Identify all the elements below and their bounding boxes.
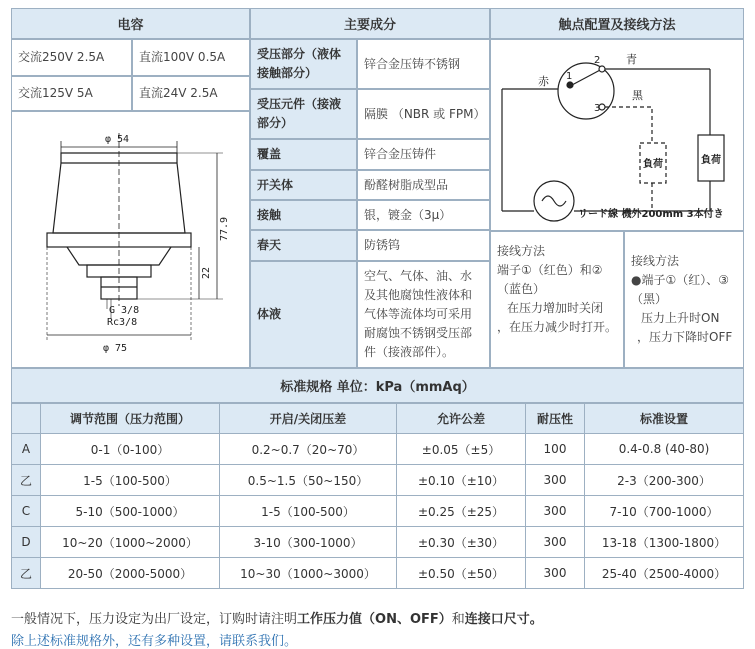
leadwire-label: リード線 機外200mm 3本付き [578,209,724,220]
footer-note-a: 一般情况下，压力设定为出厂设定，订购时请注明 [11,612,298,627]
wire-blue-label: 青 [626,53,637,66]
wire-black-label: 黑 [632,89,643,102]
wiring-method-nc [490,231,624,368]
cell-range: 1-5（100-500） [41,465,220,496]
component-value-spring: 防锈钨 [357,230,490,261]
dim-h779: 77.9 [219,216,230,241]
cell-withstand: 300 [526,527,585,558]
contact-1-label: 1 [566,71,573,82]
component-label-contact: 接触 [250,200,357,230]
footer-note-c: 和 [451,612,465,627]
cell-range: 10~20（1000~2000） [41,527,220,558]
contact-2-label: 2 [594,55,601,66]
component-value-pressure-part: 锌合金压铸不锈钢 [357,39,490,89]
footer-note [11,608,543,627]
cell-standard: 2-3（200-300） [585,465,744,496]
component-label-pressure-part: 受压部分（液体接触部分） [250,39,357,89]
wire-red-label: 赤 [538,75,549,88]
spec-corner [12,404,41,434]
header-wiring: 触点配置及接线方法 [490,8,744,39]
cell-range: 20-50（2000-5000） [41,558,220,589]
cell-tolerance: ±0.05（±5） [397,434,526,465]
cell-diff: 10~30（1000~3000） [220,558,397,589]
cell-diff: 0.5~1.5（50~150） [220,465,397,496]
spec-col-tolerance: 允许公差 [397,404,526,434]
wiring-method-no-line1: 压力上升时ON [641,311,720,325]
footer-note-d: 连接口尺寸。 [464,612,543,627]
wiring-method-nc-title: 接线方法 [497,244,546,258]
contact-note: 除上述标准规格外，还有多种设置，请联系我们。 [11,634,298,649]
component-value-pressure-element: 隔膜 （NBR 或 FPM） [357,89,490,139]
header-components: 主要成分 [250,8,490,39]
cell-standard: 0.4-0.8 (40-80) [585,434,744,465]
load-solid-label: 負荷 [701,155,721,166]
row-key: A [12,434,41,465]
wiring-method-no [624,231,744,368]
dim-g38: G 3/8 [109,305,140,316]
cell-tolerance: ±0.50（±50） [397,558,526,589]
component-value-cover: 锌合金压铸件 [357,139,490,170]
component-label-fluid: 体液 [250,261,357,368]
contact-3-label: 3 [594,103,601,114]
wiring-method-nc-line1: 在压力增加时关闭 [507,301,604,315]
table-row [12,527,744,558]
row-key: D [12,527,41,558]
cell-withstand: 300 [526,496,585,527]
cell-diff: 1-5（100-500） [220,496,397,527]
cell-range: 0-1（0-100） [41,434,220,465]
dimension-drawing [11,111,250,368]
table-row [12,465,744,496]
table-row [12,558,744,589]
component-label-spring: 春天 [250,230,357,261]
cell-tolerance: ±0.25（±25） [397,496,526,527]
component-value-fluid: 空气、气体、油、水及其他腐蚀性液体和气体等流体均可采用耐腐蚀不锈钢受压部件（接液部件）。 [357,261,490,368]
wiring-method-no-line2: ，压力下降时OFF [637,330,733,344]
spec-header-row [12,404,744,434]
spec-col-range: 调节范围（压力范围） [41,404,220,434]
spec-table [11,403,744,589]
cell-withstand: 100 [526,434,585,465]
wiring-method-nc-line2: ，在压力减少时打开。 [497,320,618,334]
footer-note-b: 工作压力值（ON、OFF） [297,612,452,627]
row-key: 乙 [12,558,41,589]
wiring-method-no-terminals: ●端子①（红）、③（黑） [631,273,729,306]
table-row [12,496,744,527]
rating-dc24: 直流24V 2.5A [132,76,250,111]
spec-col-diff: 开启/关闭压差 [220,404,397,434]
rating-dc100: 直流100V 0.5A [132,39,250,76]
cell-tolerance: ±0.30（±30） [397,527,526,558]
wiring-diagram [490,39,744,231]
component-label-switch-body: 开关体 [250,170,357,200]
dim-phi75: φ 75 [103,343,128,354]
table-row [12,434,744,465]
component-label-cover: 覆盖 [250,139,357,170]
cell-withstand: 300 [526,558,585,589]
cell-range: 5-10（500-1000） [41,496,220,527]
component-label-pressure-element: 受压元件（接液部分） [250,89,357,139]
load-dashed-label: 負荷 [643,159,663,170]
cell-diff: 3-10（300-1000） [220,527,397,558]
cell-tolerance: ±0.10（±10） [397,465,526,496]
dim-rc38: Rc3/8 [107,317,138,328]
dim-h22: 22 [201,266,212,279]
cell-withstand: 300 [526,465,585,496]
cell-standard: 13-18（1300-1800） [585,527,744,558]
rating-ac125: 交流125V 5A [11,76,132,111]
spec-col-withstand: 耐压性 [526,404,585,434]
wiring-method-no-title: 接线方法 [631,254,680,268]
rating-ac250: 交流250V 2.5A [11,39,132,76]
cell-standard: 7-10（700-1000） [585,496,744,527]
cell-diff: 0.2~0.7（20~70） [220,434,397,465]
row-key: C [12,496,41,527]
cell-standard: 25-40（2500-4000） [585,558,744,589]
wiring-method-nc-terminals: 端子①（红色）和②（蓝色） [497,263,603,296]
header-electric: 电容 [11,8,250,39]
row-key: 乙 [12,465,41,496]
spec-title: 标准规格 单位：kPa（mmAq） [11,368,744,403]
component-value-switch-body: 酚醛树脂成型品 [357,170,490,200]
dim-phi54: φ 54 [105,134,130,145]
spec-col-standard: 标准设置 [585,404,744,434]
component-value-contact: 银，镀金（3μ） [357,200,490,230]
